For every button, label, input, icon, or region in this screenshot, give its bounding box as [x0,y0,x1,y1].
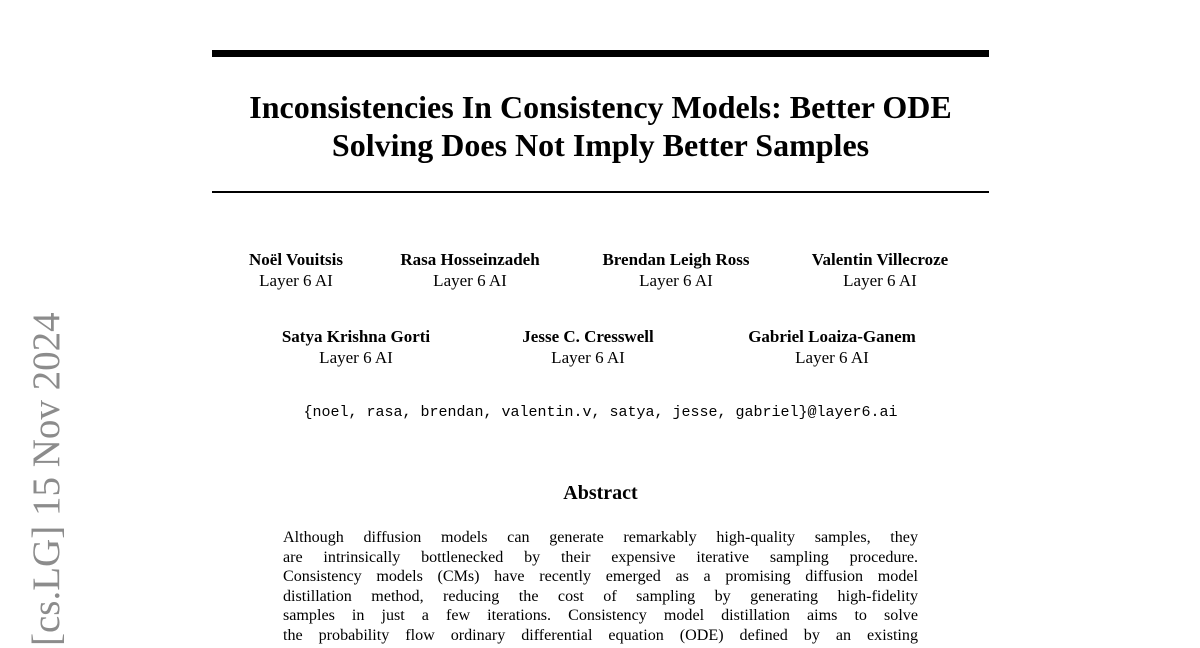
paper-title-line-2: Solving Does Not Imply Better Samples [331,127,870,163]
author-block-gabriel-loaiza-ganem [748,326,916,368]
author-block-rasa-hosseinzadeh [400,249,539,291]
author-block-noel-vouitsis [249,249,343,291]
author-affiliation: Layer 6 AI [319,348,393,367]
author-name: Noël Vouitsis [249,250,343,269]
author-block-satya-krishna-gorti [282,326,430,368]
author-affiliation: Layer 6 AI [259,271,333,290]
author-name: Satya Krishna Gorti [281,327,431,346]
abstract-line: the probability flow ordinary differential equation (ODE) defined by an existing [283,626,918,644]
author-affiliation: Layer 6 AI [639,271,713,290]
author-affiliation: Layer 6 AI [433,271,507,290]
abstract-line: Although diffusion models can generate remarkably high-quality samples, they [283,529,918,546]
author-block-brendan-leigh-ross [602,249,749,291]
paper-title-line-1: Inconsistencies In Consistency Models: Better ODE [249,89,952,125]
paper-title [212,88,989,164]
author-emails: {noel, rasa, brendan, valentin.v, satya, jesse, gabriel}@layer6.ai [303,404,898,421]
title-top-rule [212,50,989,57]
abstract-body [283,528,918,645]
author-affiliation: Layer 6 AI [551,348,625,367]
abstract-line: are intrinsically bottlenecked by their expensive iterative sampling procedure. [283,548,918,566]
author-name: Valentin Villecroze [811,250,949,269]
abstract-heading: Abstract [563,482,638,504]
title-bottom-rule [212,191,989,193]
abstract-line: samples in just a few iterations. Consistency model distillation aims to solve [283,607,918,624]
arxiv-identifier-stamp: [cs.LG] 15 Nov 2024 [25,312,68,646]
author-name: Gabriel Loaiza-Ganem [748,327,916,346]
author-affiliation: Layer 6 AI [795,348,869,367]
author-block-jesse-c-cresswell [522,326,653,368]
author-block-valentin-villecroze [812,249,948,291]
author-name: Brendan Leigh Ross [602,250,750,269]
author-affiliation: Layer 6 AI [843,271,917,290]
abstract-line: distillation method, reducing the cost of sampling by generating high-fidelity [283,587,918,605]
author-name: Jesse C. Cresswell [522,327,654,346]
abstract-line: Consistency models (CMs) have recently emerged as a promising diffusion model [283,568,918,585]
author-name: Rasa Hosseinzadeh [400,250,540,269]
